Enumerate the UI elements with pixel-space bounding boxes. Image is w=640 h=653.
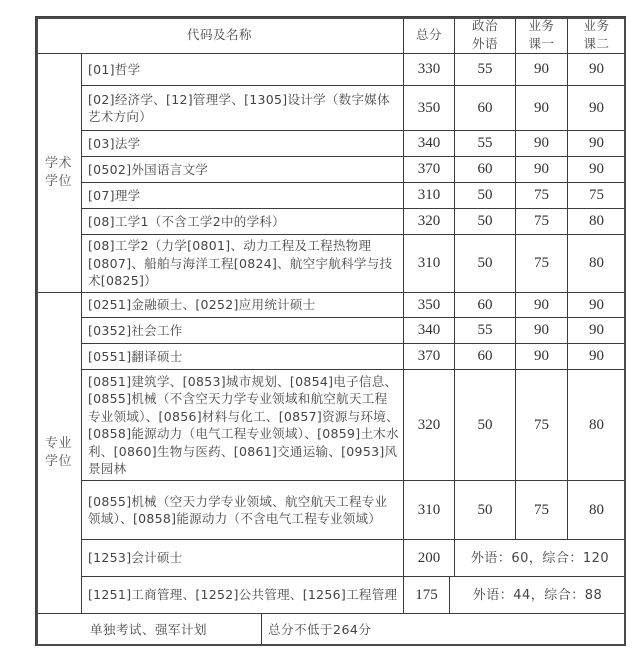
row-course1: 90 xyxy=(515,53,568,86)
row-politics-foreign: 60 xyxy=(454,292,516,318)
row-politics-foreign: 60 xyxy=(454,343,516,370)
row-course1: 75 xyxy=(515,480,568,540)
row-course2: 80 xyxy=(567,369,626,481)
row-total: 310 xyxy=(403,234,455,293)
row-course2: 90 xyxy=(567,292,626,318)
row-course1: 90 xyxy=(515,156,568,183)
header-politics-foreign xyxy=(454,16,516,54)
row-total: 340 xyxy=(403,317,455,344)
footer-label: 单独考试、强军计划 xyxy=(35,613,262,646)
row-total: 200 xyxy=(403,539,455,577)
row-name: [0851]建筑学、[0853]城市规划、[0854]电子信息、[0855]机械（不含空天力学专业领域和航空航天工程专业领域）、[0856]材料与化工、[0857]资源与环境、[0858]能源动力（电气工程专业领域）、[0859]土木水利、[0860]生物与医药、[0861]交通运输、[0953]风景园林 xyxy=(81,369,404,481)
row-total: 310 xyxy=(403,182,455,209)
header-politics-foreign-line2: 外语 xyxy=(471,36,498,51)
group-label-academic xyxy=(35,53,82,293)
row-name: [02]经济学、[12]管理学、[1305]设计学（数字媒体艺术方向） xyxy=(81,85,404,131)
group-label-professional-line1: 专业 xyxy=(44,436,72,451)
group-label-academic-line2: 学位 xyxy=(44,174,72,189)
row-total: 350 xyxy=(403,292,455,318)
row-merged-subscores: 外语：44，综合：88 xyxy=(449,576,626,614)
row-course2: 90 xyxy=(567,317,626,344)
header-course2-line1: 业务 xyxy=(583,18,610,33)
row-course1: 75 xyxy=(515,208,568,235)
row-total: 310 xyxy=(403,480,455,540)
row-course2: 80 xyxy=(567,480,626,540)
score-table xyxy=(36,17,626,646)
row-total: 320 xyxy=(403,369,455,481)
group-label-academic-line1: 学术 xyxy=(44,156,72,171)
header-course2 xyxy=(567,16,626,54)
row-politics-foreign: 55 xyxy=(454,317,516,344)
row-merged-subscores: 外语：60，综合：120 xyxy=(454,539,626,577)
header-code-name: 代码及名称 xyxy=(35,16,404,54)
row-course1: 75 xyxy=(515,369,568,481)
row-course1: 90 xyxy=(515,85,568,131)
row-name: [0251]金融硕士、[0252]应用统计硕士 xyxy=(81,292,404,318)
header-course1 xyxy=(515,16,568,54)
row-politics-foreign: 60 xyxy=(454,85,516,131)
group-label-professional xyxy=(35,292,82,614)
row-course2: 80 xyxy=(567,208,626,235)
header-course2-line2: 课二 xyxy=(583,36,610,51)
row-name: [0352]社会工作 xyxy=(81,317,404,344)
row-name: [0855]机械（空天力学专业领域、航空航天工程专业领域）、[0858]能源动力（不含电气工程专业领域） xyxy=(81,480,404,540)
row-course2: 90 xyxy=(567,130,626,157)
row-politics-foreign: 50 xyxy=(454,208,516,235)
row-course2: 90 xyxy=(567,85,626,131)
row-name: [1253]会计硕士 xyxy=(81,539,404,577)
row-politics-foreign: 55 xyxy=(454,130,516,157)
row-politics-foreign: 60 xyxy=(454,156,516,183)
row-course2: 90 xyxy=(567,343,626,370)
row-total: 175 xyxy=(403,576,450,614)
header-politics-foreign-line1: 政治 xyxy=(471,18,498,33)
row-name: [1251]工商管理、[1252]公共管理、[1256]工程管理 xyxy=(81,576,404,614)
row-course1: 75 xyxy=(515,234,568,293)
row-total: 350 xyxy=(403,85,455,131)
row-course1: 75 xyxy=(515,182,568,209)
row-name: [03]法学 xyxy=(81,130,404,157)
header-course1-line2: 课一 xyxy=(528,36,555,51)
header-course1-line1: 业务 xyxy=(528,18,555,33)
row-total: 370 xyxy=(403,156,455,183)
row-politics-foreign: 50 xyxy=(454,234,516,293)
row-politics-foreign: 55 xyxy=(454,53,516,86)
row-name: [08]工学2（力学[0801]、动力工程及工程热物理[0807]、船舶与海洋工程[0824]、航空宇航科学与技术[0825]） xyxy=(81,234,404,293)
row-name: [0502]外国语言文学 xyxy=(81,156,404,183)
row-total: 320 xyxy=(403,208,455,235)
row-total: 330 xyxy=(403,53,455,86)
group-label-professional-line2: 学位 xyxy=(44,454,72,469)
row-course1: 90 xyxy=(515,292,568,318)
row-course2: 90 xyxy=(567,156,626,183)
row-total: 370 xyxy=(403,343,455,370)
row-name: [07]理学 xyxy=(81,182,404,209)
row-name: [08]工学1（不含工学2中的学科） xyxy=(81,208,404,235)
footer-value: 总分不低于264分 xyxy=(261,613,626,646)
row-course2: 90 xyxy=(567,53,626,86)
row-course1: 90 xyxy=(515,343,568,370)
row-course2: 75 xyxy=(567,182,626,209)
row-politics-foreign: 50 xyxy=(454,182,516,209)
header-total: 总分 xyxy=(403,16,455,54)
row-course1: 90 xyxy=(515,317,568,344)
row-name: [01]哲学 xyxy=(81,53,404,86)
row-name: [0551]翻译硕士 xyxy=(81,343,404,370)
row-course1: 90 xyxy=(515,130,568,157)
row-politics-foreign: 50 xyxy=(454,369,516,481)
row-politics-foreign: 50 xyxy=(454,480,516,540)
row-total: 340 xyxy=(403,130,455,157)
row-course2: 80 xyxy=(567,234,626,293)
